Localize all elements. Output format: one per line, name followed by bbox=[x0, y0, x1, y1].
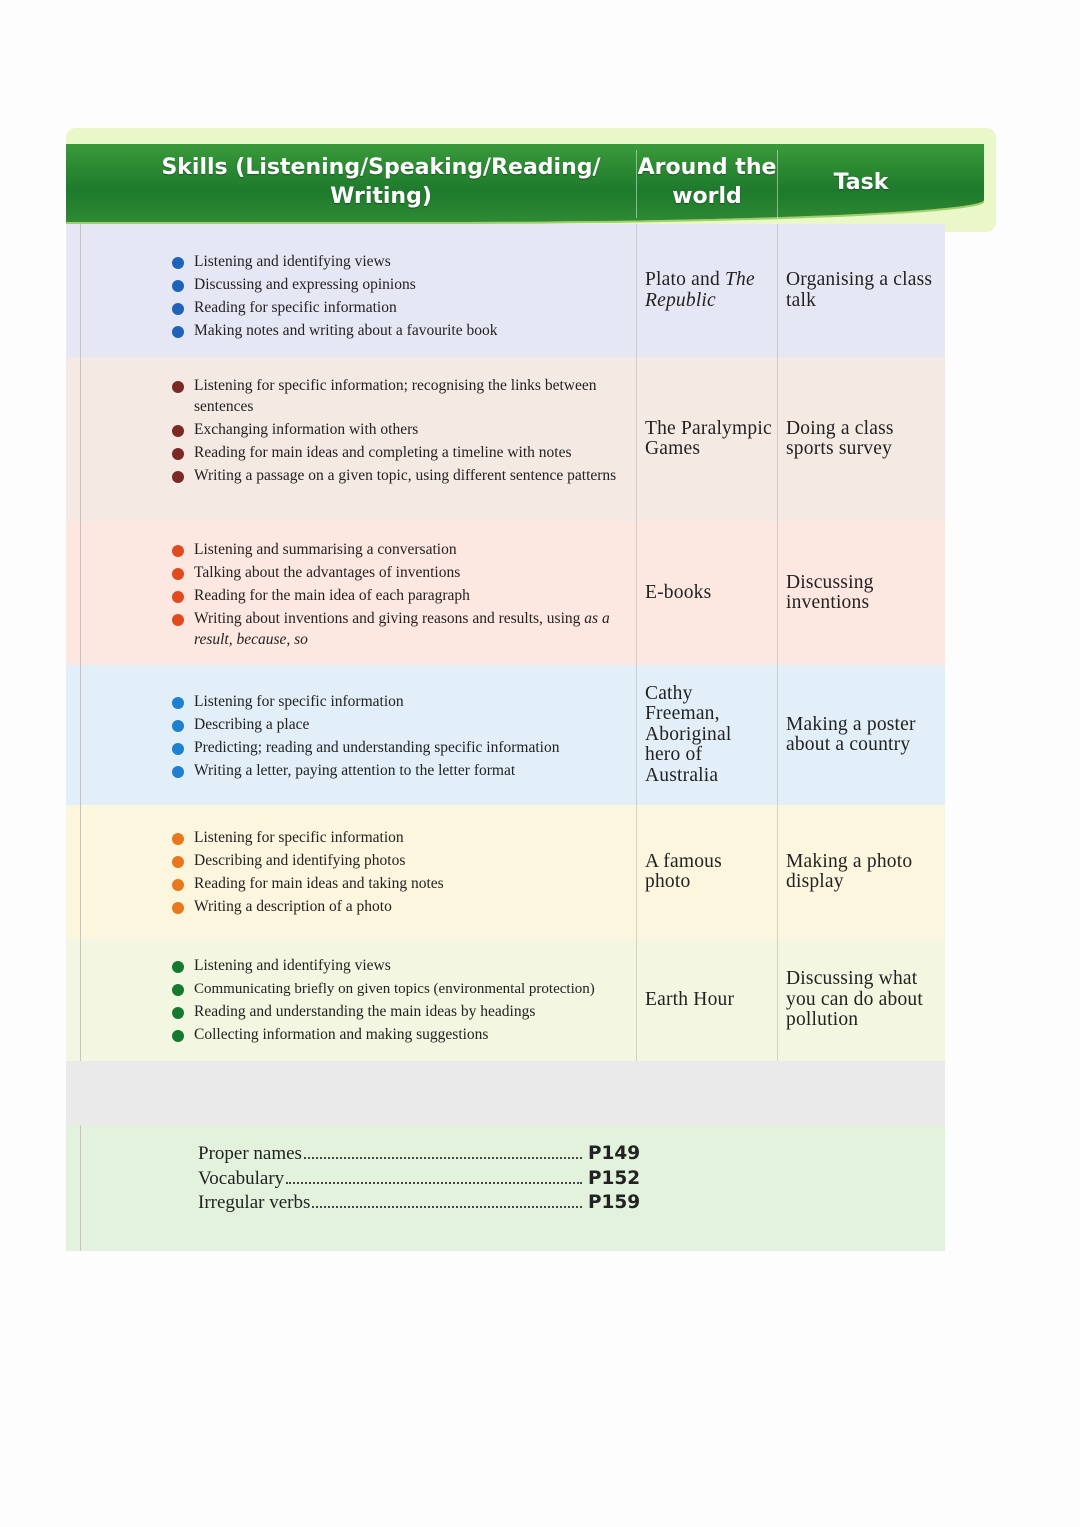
skills-cell bbox=[172, 692, 645, 784]
bullet-icon bbox=[172, 280, 184, 292]
skills-cell bbox=[172, 540, 645, 653]
skill-item: Listening and summarising a conversation bbox=[172, 540, 645, 561]
row-stripe bbox=[80, 224, 81, 357]
task-text: Discussing what you can do about pollution bbox=[786, 968, 923, 1031]
skills-list bbox=[172, 692, 645, 782]
bullet-icon bbox=[172, 902, 184, 914]
unit-row-1 bbox=[66, 224, 945, 357]
bullet-icon bbox=[172, 591, 184, 603]
appendix-entry-vocabulary[interactable] bbox=[198, 1167, 641, 1192]
skill-item: Talking about the advantages of inventions bbox=[172, 563, 645, 584]
bullet-icon bbox=[172, 326, 184, 338]
appendix-label: Irregular verbs bbox=[198, 1192, 311, 1213]
task-cell bbox=[777, 521, 945, 665]
task-text: Discussing inventions bbox=[786, 571, 874, 613]
bullet-icon bbox=[172, 856, 184, 868]
skill-item: Listening for specific information bbox=[172, 828, 645, 849]
skill-item: Writing a passage on a given topic, using different sentence patterns bbox=[172, 466, 645, 487]
skills-list bbox=[172, 540, 645, 650]
header-task: Task bbox=[833, 169, 889, 195]
appendix-list bbox=[198, 1142, 641, 1216]
around-the-world-cell bbox=[636, 939, 777, 1061]
bullet-icon bbox=[172, 1007, 184, 1019]
task-cell bbox=[777, 224, 945, 357]
appendix-index bbox=[66, 1125, 945, 1251]
skills-cell bbox=[172, 828, 645, 920]
around-the-world-cell bbox=[636, 805, 777, 939]
around-text: The Paralympic Games bbox=[645, 417, 772, 459]
skill-item: Listening and identifying views bbox=[172, 252, 645, 273]
around-text: A famous photo bbox=[645, 850, 722, 892]
unit-row-6 bbox=[66, 939, 945, 1061]
bullet-icon bbox=[172, 743, 184, 755]
bullet-icon bbox=[172, 257, 184, 269]
skills-cell bbox=[172, 376, 645, 489]
bullet-icon bbox=[172, 614, 184, 626]
skill-item: Describing a place bbox=[172, 715, 645, 736]
task-cell bbox=[777, 939, 945, 1061]
around-text: Plato and bbox=[645, 269, 725, 290]
skill-item: Reading for main ideas and taking notes bbox=[172, 874, 645, 895]
skill-item: Collecting information and making suggestions bbox=[172, 1025, 645, 1046]
around-the-world-cell bbox=[636, 357, 777, 521]
skill-item: Writing about inventions and giving reasons and results, using as a result, because, so bbox=[172, 609, 645, 650]
around-the-world-cell bbox=[636, 521, 777, 665]
skill-item: Reading for main ideas and completing a timeline with notes bbox=[172, 443, 645, 464]
appendix-label: Proper names bbox=[198, 1143, 302, 1164]
task-text: Making a poster about a country bbox=[786, 713, 916, 755]
task-text: Doing a class sports survey bbox=[786, 417, 894, 459]
skill-item: Listening and identifying views bbox=[172, 956, 645, 977]
row-stripe bbox=[80, 665, 81, 805]
bullet-icon bbox=[172, 568, 184, 580]
around-text: E-books bbox=[645, 581, 712, 603]
skill-item: Reading for the main idea of each paragraph bbox=[172, 586, 645, 607]
appendix-page: P149 bbox=[588, 1143, 641, 1164]
row-stripe bbox=[80, 521, 81, 665]
row-stripe bbox=[80, 939, 81, 1061]
task-cell bbox=[777, 665, 945, 805]
skill-item: Listening for specific information bbox=[172, 692, 645, 713]
task-cell bbox=[777, 357, 945, 521]
task-text: Making a photo display bbox=[786, 850, 913, 892]
skill-item: Discussing and expressing opinions bbox=[172, 275, 645, 296]
header-around-the-world: Around the world bbox=[637, 155, 777, 209]
around-text: Cathy Freeman, Aboriginal hero of Australia bbox=[645, 682, 732, 786]
skill-item: Reading and understanding the main ideas by headings bbox=[172, 1002, 645, 1023]
appendix-label: Vocabulary bbox=[198, 1167, 285, 1189]
skills-cell bbox=[172, 956, 645, 1048]
appendix-entry-proper-names[interactable] bbox=[198, 1142, 641, 1167]
table-header bbox=[66, 144, 984, 222]
bullet-icon bbox=[172, 381, 184, 393]
unit-row-4 bbox=[66, 665, 945, 805]
bullet-icon bbox=[172, 425, 184, 437]
bullet-icon bbox=[172, 720, 184, 732]
unit-row-3 bbox=[66, 521, 945, 665]
skill-item: Listening for specific information; recognising the links between sentences bbox=[172, 376, 645, 417]
unit-row-5 bbox=[66, 805, 945, 939]
task-text: Organising a class talk bbox=[786, 269, 933, 311]
around-text: Earth Hour bbox=[645, 988, 735, 1010]
skill-item: Describing and identifying photos bbox=[172, 851, 645, 872]
bullet-icon bbox=[172, 833, 184, 845]
leader-dots bbox=[304, 1157, 582, 1159]
row-stripe bbox=[80, 1125, 81, 1251]
bullet-icon bbox=[172, 303, 184, 315]
separator-band bbox=[66, 1061, 945, 1125]
leader-dots bbox=[312, 1206, 582, 1208]
skills-list bbox=[172, 376, 645, 486]
skill-item: Predicting; reading and understanding specific information bbox=[172, 738, 645, 759]
header-skills: Skills (Listening/Speaking/Reading/ Writing) bbox=[161, 155, 601, 209]
task-cell bbox=[777, 805, 945, 939]
skill-item: Exchanging information with others bbox=[172, 420, 645, 441]
around-the-world-cell bbox=[636, 665, 777, 805]
skill-item: Writing a letter, paying attention to the letter format bbox=[172, 761, 645, 782]
skill-item: Reading for specific information bbox=[172, 298, 645, 319]
skill-item: Making notes and writing about a favourite book bbox=[172, 321, 645, 342]
bullet-icon bbox=[172, 766, 184, 778]
bullet-icon bbox=[172, 984, 184, 996]
skill-item: Writing a description of a photo bbox=[172, 897, 645, 918]
skill-item: Communicating briefly on given topics (environmental protection) bbox=[172, 979, 645, 1000]
bullet-icon bbox=[172, 879, 184, 891]
bullet-icon bbox=[172, 448, 184, 460]
appendix-page: P159 bbox=[588, 1192, 641, 1213]
bullet-icon bbox=[172, 545, 184, 557]
skills-list bbox=[172, 828, 645, 918]
skills-cell bbox=[172, 252, 645, 344]
bullet-icon bbox=[172, 697, 184, 709]
around-the-world-cell bbox=[636, 224, 777, 357]
appendix-entry-irregular-verbs[interactable] bbox=[198, 1191, 641, 1216]
row-stripe bbox=[80, 805, 81, 939]
bullet-icon bbox=[172, 961, 184, 973]
skills-list bbox=[172, 956, 645, 1046]
row-stripe bbox=[80, 357, 81, 521]
appendix-page: P152 bbox=[588, 1167, 641, 1189]
leader-dots bbox=[286, 1182, 582, 1184]
around-title-italic: The Republic bbox=[645, 269, 755, 311]
unit-row-2 bbox=[66, 357, 945, 521]
skills-list bbox=[172, 252, 645, 342]
bullet-icon bbox=[172, 471, 184, 483]
bullet-icon bbox=[172, 1030, 184, 1042]
